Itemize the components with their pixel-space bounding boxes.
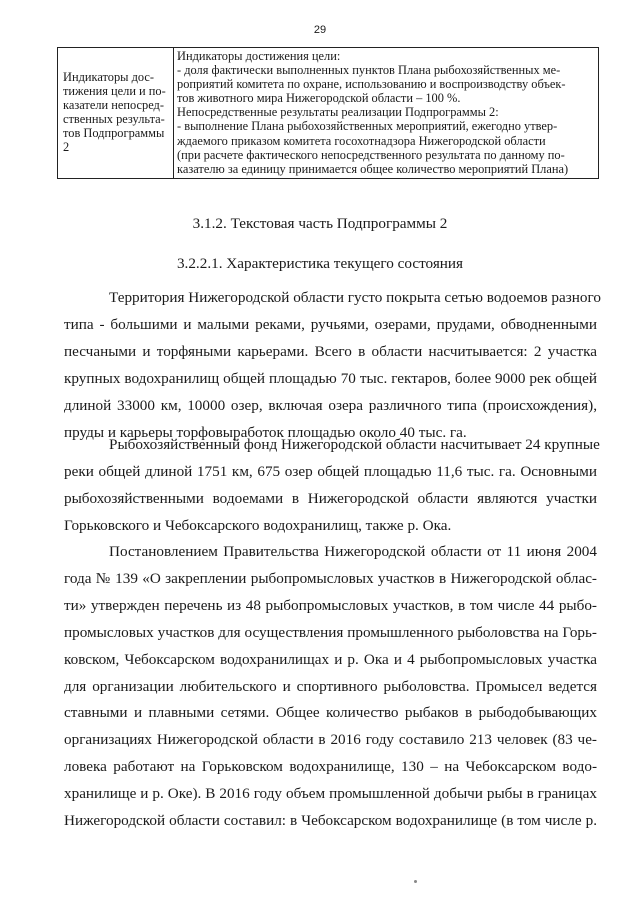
indicator-content-cell — [174, 48, 599, 179]
paragraph-resolution — [64, 539, 597, 835]
paragraph-line: промысловых участков для осуществления промышленного рыболовства на Горь- — [64, 623, 597, 641]
label-line: 2 — [63, 140, 70, 155]
label-line: тов Подпрограммы — [63, 126, 165, 141]
paragraph-line: ставными и плавными сетями. Общее количество рыбаков в рыбодобывающих — [64, 704, 597, 722]
label-line: казатели непосред- — [63, 97, 164, 112]
paragraph-line: Территория Нижегородской области густо покрыта сетью водоемов разного — [109, 289, 601, 306]
content-line: роприятий комитета по охране, использованию и воспроизводству объек- — [177, 77, 566, 92]
indicator-label-cell — [58, 48, 174, 179]
content-line: - доля фактически выполненных пунктов Плана рыбохозяйственных ме- — [177, 63, 561, 78]
paragraph-line: Горьковского и Чебоксарского водохранилищ, также р. Ока. — [64, 516, 452, 534]
label-line: Индикаторы дос- — [63, 69, 155, 84]
content-line: Индикаторы достижения цели: — [177, 49, 341, 63]
paragraph-line: Постановлением Правительства Нижегородской области от 11 июня 2004 — [109, 543, 597, 560]
content-line: тов животного мира Нижегородской области – 100 %. — [177, 91, 461, 106]
paragraph-line: песчаными и торфяными карьерами. Всего в области насчитывается: 2 участка — [64, 342, 597, 360]
indicator-table — [57, 47, 599, 179]
content-line: Непосредственные результаты реализации Подпрограммы 2: — [177, 105, 499, 120]
paragraph-line: рыбохозяйственными водоемами в Нижегородской области являются участки — [64, 489, 597, 507]
paragraph-territory — [64, 285, 601, 446]
label-line: ственных результа- — [63, 111, 165, 126]
content-line: (при расчете фактического непосредственного результата по данному по- — [177, 147, 565, 162]
content-line: казателю за единицу принимается общее количество мероприятий Плана) — [177, 161, 569, 176]
paragraph-line: длиной 33000 км, 10000 озер, включая озера различного типа (происхождения), — [64, 396, 597, 414]
paragraph-line: организациях Нижегородской области в 2016 году составило 213 человек (83 че- — [64, 731, 597, 749]
paragraph-line: типа - большими и малыми реками, ручьями, озерами, прудами, обводненными — [64, 315, 597, 333]
paragraph-line: реки общей длиной 1751 км, 675 озер общей площадью 11,6 тыс. га. Основными — [64, 462, 597, 480]
paragraph-line: пруды и карьеры торфовыработок площадью около 40 тыс. га. — [64, 423, 467, 441]
page-number: 29 — [313, 24, 327, 36]
paragraph-line: Нижегородской области составил: в Чебоксарском водохранилище (в том числе р. — [64, 812, 597, 830]
paragraph-line: ти» утвержден перечень из 48 рыбопромысловых участков, в том числе 44 рыбо- — [64, 596, 597, 614]
paragraph-line: ловека работают на Горьковском водохранилище, 130 – на Чебоксарском водо- — [64, 758, 597, 776]
subsection-heading: 3.2.2.1. Характеристика текущего состояния — [176, 255, 464, 272]
table-row — [58, 48, 599, 179]
label-line: тижения цели и по- — [63, 83, 166, 98]
content-line: - выполнение Плана рыбохозяйственных мероприятий, ежегодно утвер- — [177, 119, 558, 134]
scan-artifact-dot — [414, 880, 417, 883]
paragraph-line: ковском, Чебоксарском водохранилищах и р. Ока и 4 рыбопромысловых участка — [64, 650, 597, 668]
paragraph-line: года № 139 «О закреплении рыбопромысловых участков в Нижегородской облас- — [64, 569, 597, 587]
paragraph-line: крупных водохранилищ общей площадью 70 тыс. гектаров, более 9000 рек общей — [64, 369, 597, 387]
paragraph-fishery-fund — [64, 432, 600, 540]
section-heading: 3.1.2. Текстовая часть Подпрограммы 2 — [192, 215, 448, 232]
paragraph-line: для организации любительского и спортивного рыболовства. Промысел ведется — [64, 677, 597, 695]
paragraph-line: Рыбохозяйственный фонд Нижегородской области насчитывает 24 крупные — [109, 436, 600, 453]
paragraph-line: хранилище и р. Оке). В 2016 году объем промышленной добычи рыбы в границах — [64, 785, 597, 803]
content-line: ждаемого приказом комитета госохотнадзора Нижегородской области — [177, 133, 546, 148]
